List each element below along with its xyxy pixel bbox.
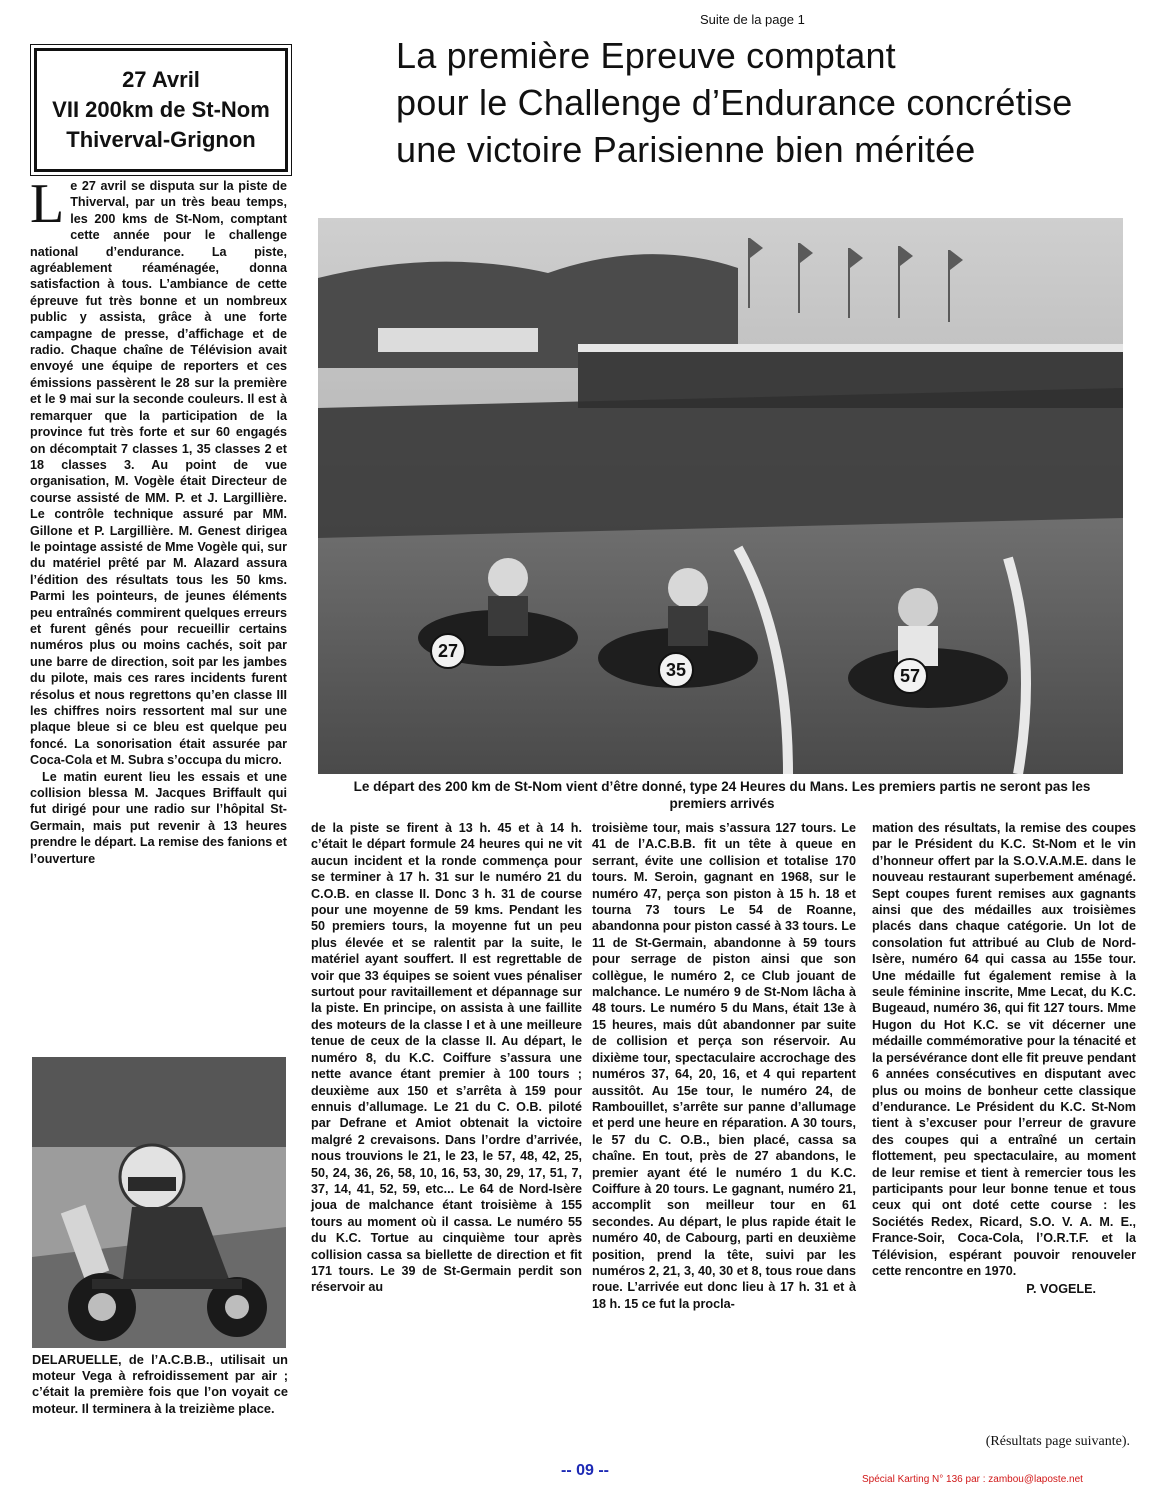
driver-photo: [32, 1057, 286, 1348]
article-paragraph: troisième tour, mais s’assura 127 tours. Le 41 de l’A.C.B.B. fit un tête à queue en serrant, évite une collision et totalise 170 tours. M. Seroin, gagnant en 1968, sur le numéro 47, perça son piston à 15 h. 18 et tourna 73 tours Le 54 de Roanne, abandonna pour piston cassé à 33 tours. Le 11 de St-Germain, abandonne à 59 tours pour serrage de piston ainsi que son collègue, le numéro 2, ce Club jouant de malchance. Le numéro 9 de St-Nom lâcha à 48 tours. Le numéro 5 du Mans, était 13e à 15 heures, mais dût abandonner par suite de collision et perça son réservoir. Au dixième tour, spectaculaire accrochage des numéros 37, 64, 20, 16, et 4 qui repartent aussitôt. Au 15e tour, le numéro 24, de Rambouillet, s’arrête sur panne d’allumage et perd une heure en réparation. A 30 tours, le 57 du C. O.B., bien placé, cassa sa chaîne. En tout, près de 27 abandons, le premier ayant été le numéro 1 du K.C. Coiffure à 20 tours. Le gagnant, numéro 21, accomplit son meilleur tour en 61 secondes. Au départ, le plus rapide était le numéro 40, de Cabourg, parti en deuxième position, prend la tête, suivi par les numéros 2, 21, 3, 40, 30 et 8, tous roue dans roue. L’arrivée eut donc lieu à 17 h. 31 et à 18 h. 15 ce fut la procla-: [592, 821, 856, 1311]
author-signature: P. VOGELE.: [1026, 1282, 1096, 1297]
continued-from-label: Suite de la page 1: [700, 12, 805, 27]
race-start-photo: [318, 218, 1123, 774]
event-date: 27 Avril: [122, 67, 200, 92]
article-paragraph: de la piste se firent à 13 h. 45 et à 14 h. c’était le départ formule 24 heures qui ne vit aucun incident et la ronde commença pour se terminer à 17 h. 31 sur le numéro 21 du C.O.B. en classe II. Donc 3 h. 31 de course pour une moyenne de 59 kms. Pendant les 50 premiers tours, la moyenne fut un peu plus élevée et se ralentit par la suite, le matériel ayant souffert. Il est regrettable de voir que 33 équipes se soient vues pénaliser surtout pour ravitaillement et dépannage sur la piste. En principe, on assista à une faillite des moteurs de la classe I et à une meilleure tenue de ceux de la classe II. Au départ, le numéro 8, du K.C. Coiffure s’assura une nette avance étant premier à 100 tours ; deuxième aux 150 et s’arrêta à 159 pour ennuis d’allumage. Le 21 du C. O.B. piloté par Defrane et Amiot obtenait la victoire malgré 2 crevaisons. Dans l’ordre d’arrivée, nous trouvions le 21, le 23, le 57, 48, 42, 25, 50, 24, 36, 26, 58, 10, 16, 53, 30, 29, 17, 51, 7, 37, 14, 41, 52, 59, etc... Le 64 de Nord-Isère joua de malchance étant troisième à 155 tours au moment où il cassa. Le numéro 55 du K.C. Tortue au cinquième tour après collision cassa sa biellette de direction et fit 171 tours. Le 39 de St-Germain perdit son réservoir au: [311, 821, 582, 1295]
page-number: -- 09 --: [561, 1462, 609, 1479]
event-date-box: [34, 48, 288, 172]
driver-photo-illustration: [32, 1057, 286, 1348]
headline-line-3: une victoire Parisienne bien méritée: [396, 129, 976, 170]
article-paragraph: Le matin eurent lieu les essais et une collision blessa M. Jacques Briffault qui fut dirigé pour une radio sur l’hôpital St-Germain, mais put revenir à 13 heures prendre le départ. La remise des fanions et l’ouverture: [30, 769, 287, 866]
article-column-1: [30, 173, 287, 867]
article-paragraph: [30, 173, 287, 769]
headline-line-2: pour le Challenge d’Endurance concrétise: [396, 82, 1073, 123]
headline-line-1: La première Epreuve comptant: [396, 35, 896, 76]
kart-number-27: 27: [437, 641, 459, 661]
event-name: VII 200km de St-Nom: [52, 97, 270, 122]
article-column-3: [592, 820, 856, 1312]
results-note: (Résultats page suivante).: [985, 1434, 1130, 1449]
paragraph-text: e 27 avril se disputa sur la piste de Thiverval, par un très beau temps, les 200 kms de St-Nom, comptant cette année pour le challenge national d’endurance. La piste, agréablement réaménagée, donna satisfaction à tous. L’ambiance de cette épreuve fut très bonne et un nombreux public y assista, grâce à une forte campagne de presse, d’affichage et de radio. Chaque chaîne de Télévision avait envoyé une équipe de reporters et ces émissions passèrent le 28 sur la première et le 9 mai sur la seconde couleurs. Il est à remarquer que la participation de la province fut très forte et sur 60 engagés on décomptait 7 classes 1, 35 classes 2 et 18 classes 3. Au point de vue organisation, M. Vogèle était Directeur de course assisté de MM. P. et J. Largillière. Le contrôle technique assuré par MM. Gillone et P. Largillière. M. Genest dirigea le pointage assisté de Mme Vogèle qui, sur du matériel prêté par M. Alazard assura l’édition des résultats tous les 50 kms. Parmi les pointeurs, de jeunes éléments peu entraînés commirent quelques erreurs et furent gênés pour recueillir certains numéros plus ou moins cachés, soit par une barre de direction, soit par les jambes du pilote, mais ces rares incidents furent résolus et nous regrettons qu’en classe III les chiffres noirs ressortent mal sur une plaque bleue si ce bleu est quelque peu foncé. La sonorisation était assurée par Coca-Cola et M. Subra s’occupa du micro.: [30, 179, 287, 768]
article-paragraph: mation des résultats, la remise des coupes par le Président du K.C. St-Nom et le vin d’honneur offert par la S.O.V.A.M.E. dans le nouveau restaurant superbement aménagé. Sept coupes furent remises aux gagnants ainsi que des médailles aux troisièmes placés dans chaque catégorie. Un lot de consolation fut attribué au Club de Nord-Isère, numéro 64 qui cassa au 155e tour. Une médaille fut également remise à la seule féminine inscrite, Mme Lecat, du K.C. Bugeaud, numéro 36, qui fit 127 tours. Mme Hugon du Hot K.C. se vit décerner une médaille commémorative pour la ténacité et la persévérance dont elle fit preuve pendant 6 années consécutives en disputant avec plus ou moins de bonheur cette classique d’endurance. Le Président du K.C. St-Nom tient à s’excuser pour l’erreur de gravure des coupes qui a entraîné un certain flottement, peu spectaculaire, au moment de leur remise et tient à remercier tous les participants pour leur bonne tenue et tous ceux qui ont doté cette course : les Sociétés Redex, Ricard, S.O. V. A. M. E., France-Soir, Coca-Cola, l’O.R.T.F. et la Télévision, espérant pouvoir renouveler cette rencontre en 1970.: [872, 821, 1136, 1278]
kart-number-57: 57: [899, 666, 921, 686]
footer-credit: Spécial Karting N° 136 par : zambou@laposte.net: [862, 1474, 1083, 1485]
main-photo-caption: Le départ des 200 km de St-Nom vient d’être donné, type 24 Heures du Mans. Les premiers partis ne seront pas les premiers arrivés: [353, 779, 1091, 811]
article-headline: [396, 32, 1136, 173]
drop-cap: L: [30, 173, 65, 235]
article-column-4: [872, 820, 1136, 1298]
article-column-2: [311, 820, 582, 1296]
kart-number-35: 35: [665, 660, 687, 680]
event-location: Thiverval-Grignon: [66, 127, 256, 152]
driver-photo-caption: DELARUELLE, de l’A.C.B.B., utilisait un moteur Vega à refroidissement par air ; c’était la première fois que l’on voyait ce moteur. Il terminera à la treizième place.: [32, 1352, 288, 1416]
race-start-photo-illustration: [318, 218, 1123, 774]
